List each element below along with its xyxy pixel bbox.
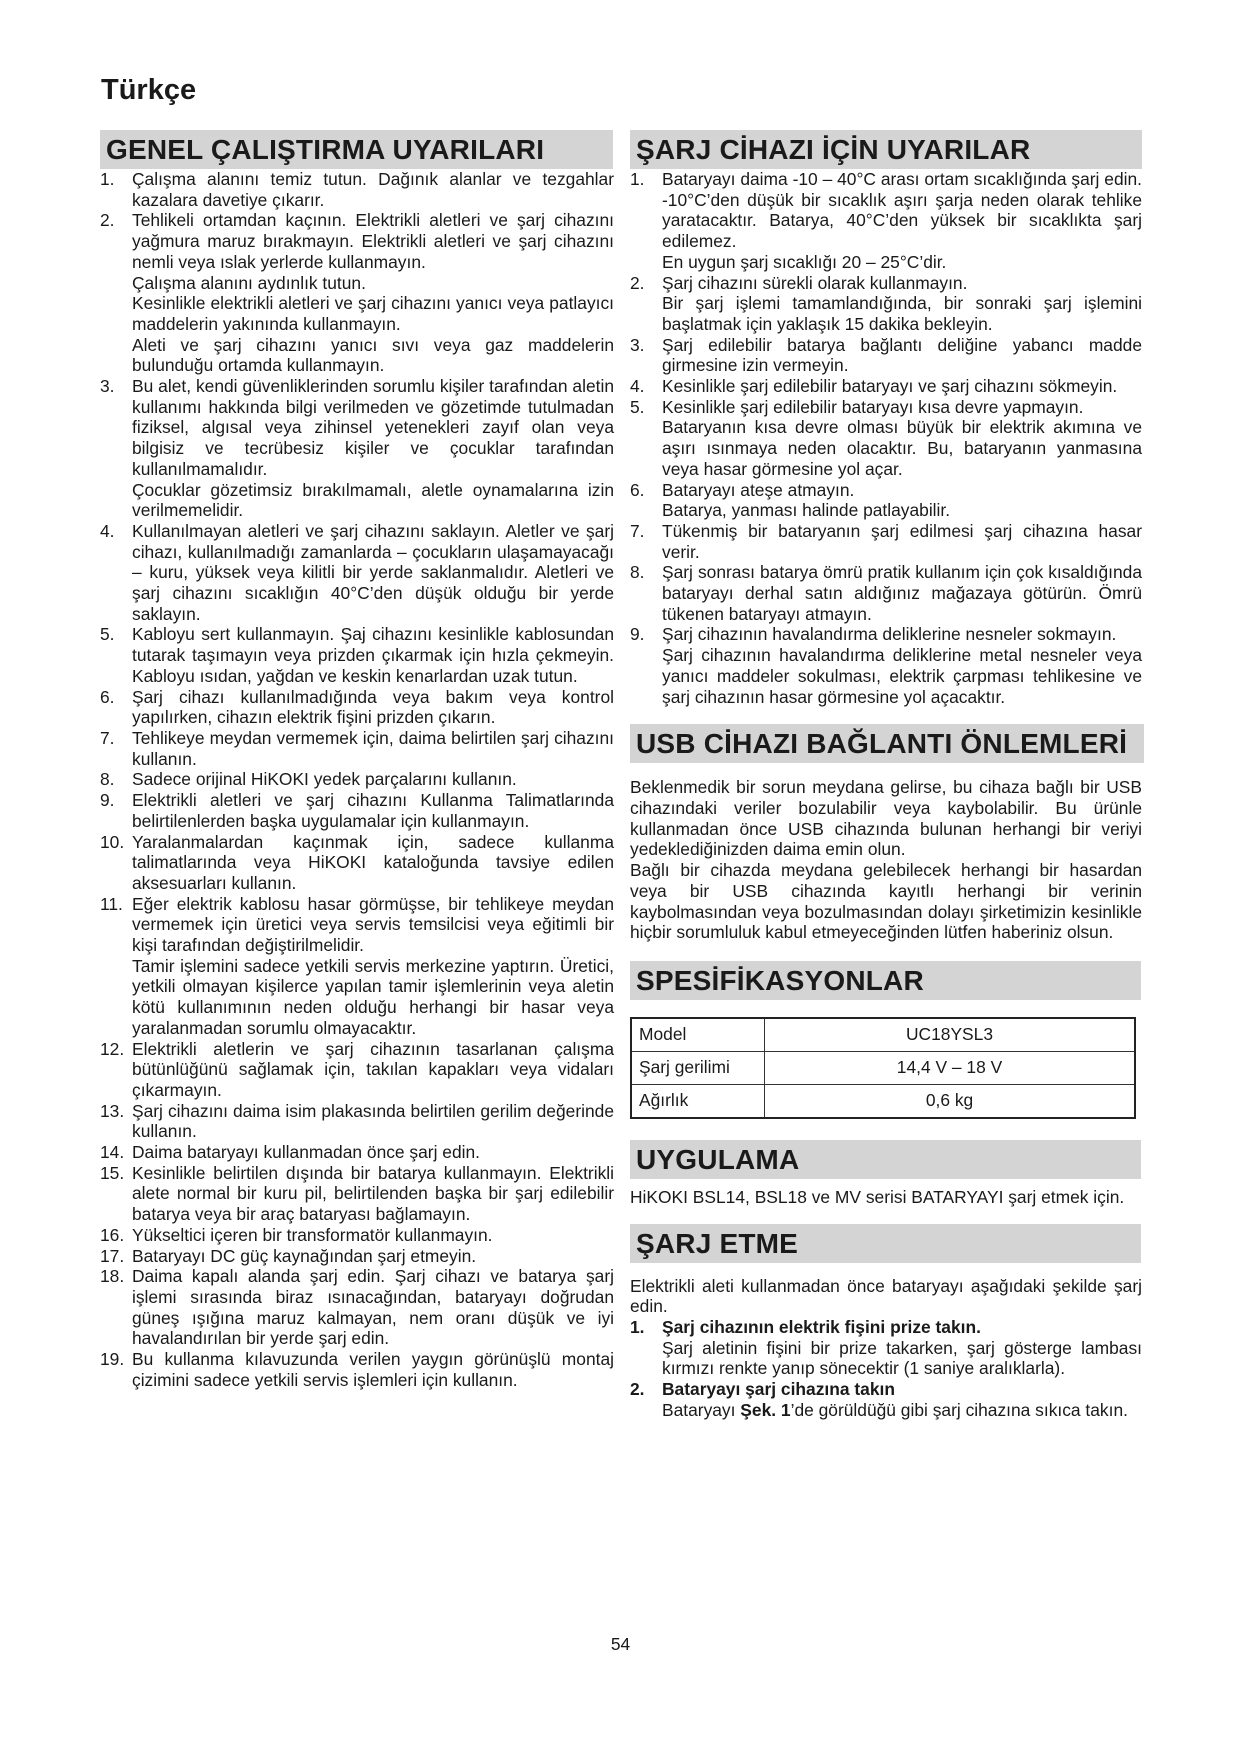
item-number: 12.	[100, 1038, 125, 1059]
item-number: 13.	[100, 1100, 125, 1121]
list-item	[100, 1142, 614, 1163]
list-item	[630, 169, 1142, 273]
item-number: 10.	[100, 831, 125, 852]
item-number: 17.	[100, 1245, 125, 1266]
item-text: Elektrikli aletlerin ve şarj cihazının tasarlanan çalışma bütünlüğünü sağlamak için, takılan kapakları veya vidaları çıkarmayın.	[132, 1038, 614, 1100]
item-number: 19.	[100, 1349, 125, 1370]
item-text: Şarj cihazını sürekli olarak kullanmayın.	[662, 272, 968, 293]
spec-label: Şarj gerilimi	[631, 1051, 765, 1084]
item-number: 2.	[100, 210, 115, 231]
step-text: Şarj aletinin fişini bir prize takarken, şarj gösterge lambası kırmızı renkte yanıp sönecektir (1 saniye aralıklarla).	[662, 1337, 1142, 1379]
item-text: Çalışma alanını temiz tutun. Dağınık alanlar ve tezgahlar kazalara davetiye çıkarır.	[132, 169, 614, 210]
step-text	[662, 1400, 1142, 1421]
item-number: 7.	[630, 520, 645, 541]
step-number: 2.	[630, 1379, 645, 1400]
item-number: 3.	[100, 376, 115, 397]
item-text: Bataryanın kısa devre olması büyük bir elektrik akımına ve aşırı ısınmaya neden olacaktır. Bu, bataryanın yanmasına veya hasar görmesine yol açar.	[662, 417, 1142, 479]
list-item	[100, 1349, 614, 1390]
item-text: Daima bataryayı kullanmadan önce şarj edin.	[132, 1142, 480, 1163]
item-text: Aleti ve şarj cihazını yanıcı sıvı veya gaz maddelerin bulunduğu ortamda kullanmayın.	[132, 334, 614, 376]
item-text: Kullanılmayan aletleri ve şarj cihazını saklayın. Aletler ve şarj cihazı, kullanılmadığı zamanlarda – çocukların ulaşamayacağı – kuru, yüksek veya kilitli bir yerde saklanmalıdır. Aletleri ve şarj cihazını sıcaklığın 40°C’den düşük olduğu bir yerde saklayın.	[132, 520, 614, 624]
item-text: Bir şarj işlemi tamamlandığında, bir sonraki şarj işlemini başlatmak için yaklaşık 15 dakika bekleyin.	[662, 293, 1142, 334]
item-text: Tehlikeli ortamdan kaçının. Elektrikli aletleri ve şarj cihazını yağmura maruz bırakmayın. Elektrikli aletleri ve şarj cihazını nemli veya ıslak yerlerde kullanmayın.	[132, 210, 614, 272]
item-text: Bu kullanma kılavuzunda verilen yaygın görünüşlü montaj çizimini sadece yetkili servis işlemleri için kullanın.	[132, 1349, 614, 1390]
step-heading: Bataryayı şarj cihazına takın	[662, 1379, 895, 1400]
step-number: 1.	[630, 1317, 645, 1338]
list-item	[100, 832, 614, 894]
list-item	[100, 1246, 614, 1267]
list-item	[630, 480, 1142, 521]
list-item	[100, 376, 614, 521]
item-number: 15.	[100, 1162, 125, 1183]
item-text: Eğer elektrik kablosu hasar görmüşse, bir tehlikeye meydan vermemek için üretici veya servis temsilcisi veya eğitimli bir kişi tarafından değiştirilmelidir.	[132, 893, 614, 956]
item-number: 11.	[100, 893, 123, 914]
item-text: Kesinlikle şarj edilebilir bataryayı kısa devre yapmayın.	[662, 396, 1084, 417]
item-number: 18.	[100, 1266, 125, 1287]
application-heading: UYGULAMA	[630, 1140, 1141, 1179]
list-item	[630, 521, 1142, 562]
charging-intro: Elektrikli aleti kullanmadan önce bataryayı aşağıdaki şekilde şarj edin.	[630, 1275, 1142, 1317]
item-text: Tamir işlemini sadece yetkili servis merkezine yaptırın. Üretici, yetkili olmayan kişilerce yapılan tamir işlemlerinin veya aletin kötü kullanımının neden olduğu herhangi bir hasar veya yaralanmadan sorumlu olmayacaktır.	[132, 955, 614, 1038]
table-row	[631, 1051, 1135, 1084]
item-text: Şarj cihazını daima isim plakasında belirtilen gerilim değerinde kullanın.	[132, 1100, 614, 1142]
list-item	[100, 1225, 614, 1246]
item-number: 8.	[630, 562, 645, 583]
list-item	[100, 728, 614, 769]
list-item	[100, 1101, 614, 1142]
item-text: Şarj edilebilir batarya bağlantı deliğine yabancı madde girmesine izin vermeyin.	[662, 334, 1142, 376]
item-number: 5.	[100, 624, 115, 645]
step-text-end: ’de görüldüğü gibi şarj cihazına sıkıca takın.	[790, 1399, 1128, 1420]
item-text: Bu alet, kendi güvenliklerinden sorumlu kişiler tarafından aletin kullanımı hakkında bilgi verilmeden ve gözetimde tutulmadan fiziksel, algısal veya zihinsel yetenekleri zayıf olan veya bilgisiz ve tecrübesiz kişiler ve çocuklar tarafından kullanılmamalıdır.	[132, 376, 614, 479]
item-number: 16.	[100, 1224, 125, 1245]
item-text: Şarj sonrası batarya ömrü pratik kullanım için çok kısaldığında bataryayı derhal satın aldığınız mağazaya götürün. Ömrü tükenen bataryayı atmayın.	[662, 562, 1142, 624]
list-item	[100, 1039, 614, 1101]
item-text: Kesinlikle şarj edilebilir bataryayı ve şarj cihazını sökmeyin.	[662, 376, 1118, 397]
step-heading: Şarj cihazının elektrik fişini prize takın.	[662, 1317, 981, 1338]
usb-precautions-text	[630, 777, 1142, 943]
item-text: Çocuklar gözetimsiz bırakılmamalı, aletle oynamalarına izin verilmemelidir.	[132, 479, 614, 521]
table-row	[631, 1018, 1135, 1052]
usb-paragraph: Bağlı bir cihazda meydana gelebilecek herhangi bir hasardan veya bir USB cihazında kayıtlı herhangi bir verinin kaybolmasından veya bozulmasından dolayı şirketimizin kesinlikle hiçbir sorumluluk kabul etmeyeceğinden lütfen haberiniz olsun.	[630, 860, 1142, 943]
item-number: 8.	[100, 769, 115, 790]
general-warnings-list	[100, 169, 614, 1390]
specifications-heading: SPESİFİKASYONLAR	[630, 961, 1141, 1000]
charger-warnings-heading: ŞARJ CİHAZI İÇİN UYARILAR	[630, 130, 1142, 169]
list-item	[630, 376, 1142, 397]
list-item	[100, 210, 614, 376]
spec-value: 14,4 V – 18 V	[765, 1051, 1136, 1084]
list-item	[630, 335, 1142, 376]
list-item	[100, 521, 614, 625]
page-number: 54	[610, 1634, 631, 1654]
item-number: 1.	[100, 169, 115, 189]
spec-value: 0,6 kg	[765, 1084, 1136, 1118]
item-number: 4.	[630, 376, 645, 397]
item-number: 2.	[630, 272, 645, 293]
item-number: 3.	[630, 334, 645, 355]
spec-value: UC18YSL3	[765, 1018, 1136, 1052]
spec-label: Ağırlık	[631, 1084, 765, 1118]
list-item	[100, 1163, 614, 1225]
list-item	[100, 769, 614, 790]
item-text: Batarya, yanması halinde patlayabilir.	[662, 500, 951, 521]
application-text: HiKOKI BSL14, BSL18 ve MV serisi BATARYAYI şarj etmek için.	[630, 1186, 1125, 1207]
language-heading: Türkçe	[101, 74, 197, 106]
charger-warnings-list	[630, 169, 1142, 707]
item-text: Şarj cihazının havalandırma deliklerine nesneler sokmayın.	[662, 624, 1117, 645]
list-item	[630, 624, 1142, 707]
item-number: 6.	[630, 479, 645, 500]
charging-heading: ŞARJ ETME	[630, 1224, 1141, 1263]
list-item	[630, 397, 1142, 480]
item-text: Daima kapalı alanda şarj edin. Şarj cihazı ve batarya şarj işlemi sırasında biraz ısınacağından, bataryayı doğrudan güneş ışığına maruz kalmayan, nem oranı düşük ve iyi havalandırılan bir yerde şarj edin.	[132, 1266, 614, 1349]
item-text: Çalışma alanını aydınlık tutun.	[132, 272, 366, 293]
list-item	[100, 894, 614, 1039]
item-text: Bataryayı daima -10 – 40°C arası ortam sıcaklığında şarj edin. -10°C’den düşük bir sıcaklık aşırı şarja neden olarak tehlike yaratacaktır. Batarya, 40°C’den yüksek bir sıcaklıkta şarj edilemez.	[662, 169, 1142, 252]
item-text: Şarj cihazı kullanılmadığında veya bakım veya kontrol yapılırken, cihazın elektrik fişini prizden çıkarın.	[132, 686, 614, 728]
item-text: Kesinlikle belirtilen dışında bir batarya kullanmayın. Elektrikli alete normal bir kuru pil, belirtilenden başka bir şarj edilebilir batarya veya bir araç bataryası bağlamayın.	[132, 1162, 614, 1225]
item-number: 6.	[100, 686, 115, 707]
list-item	[630, 562, 1142, 624]
item-number: 7.	[100, 727, 115, 748]
usb-precautions-heading: USB CİHAZI BAĞLANTI ÖNLEMLERİ	[630, 724, 1144, 763]
spec-label: Model	[631, 1018, 765, 1052]
list-item	[630, 1379, 1142, 1420]
usb-paragraph: Beklenmedik bir sorun meydana gelirse, bu cihaza bağlı bir USB cihazındaki veriler bozulabilir veya kaybolabilir. Bu ürünle kullanmadan önce USB cihazında bulunan herhangi bir veriyi yedeklediğinizden daima emin olun.	[630, 777, 1142, 860]
item-number: 5.	[630, 396, 645, 417]
right-column	[630, 130, 1142, 1421]
item-text: Bataryayı DC güç kaynağından şarj etmeyin.	[132, 1245, 477, 1266]
list-item	[630, 1317, 1142, 1379]
item-number: 9.	[630, 624, 645, 645]
item-text: Sadece orijinal HiKOKI yedek parçalarını kullanın.	[132, 769, 517, 790]
item-text: Yükseltici içeren bir transformatör kullanmayın.	[132, 1224, 493, 1245]
charging-steps	[630, 1317, 1142, 1421]
item-text: Elektrikli aletleri ve şarj cihazını Kullanma Talimatlarında belirtilenlerden başka uygulamalar için kullanmayın.	[132, 790, 614, 831]
figure-reference: Şek. 1	[740, 1399, 791, 1420]
item-text: Yaralanmalardan kaçınmak için, sadece kullanma talimatlarında veya HiKOKI kataloğunda tavsiye edilen aksesuarları kullanın.	[132, 831, 614, 893]
general-warnings-heading: GENEL ÇALIŞTIRMA UYARILARI	[100, 130, 613, 169]
item-number: 4.	[100, 520, 115, 541]
list-item	[100, 1266, 614, 1349]
item-number: 14.	[100, 1142, 125, 1163]
item-number: 1.	[630, 169, 645, 189]
list-item	[630, 273, 1142, 335]
item-text: Kesinlikle elektrikli aletleri ve şarj cihazını yanıcı veya patlayıcı maddelerin yakınında kullanmayın.	[132, 293, 614, 334]
specifications-table	[630, 1017, 1136, 1119]
table-row	[631, 1084, 1135, 1118]
item-text: En uygun şarj sıcaklığı 20 – 25°C’dir.	[662, 251, 947, 272]
list-item	[100, 687, 614, 728]
list-item	[100, 790, 614, 831]
item-text: Bataryayı ateşe atmayın.	[662, 479, 855, 500]
item-text: Kabloyu sert kullanmayın. Şaj cihazını kesinlikle kablosundan tutarak taşımayın veya prizden çıkarmak için hızla çekmeyin. Kabloyu ısıdan, yağdan ve keskin kenarlardan uzak tutun.	[132, 624, 614, 686]
step-text-start: Bataryayı	[662, 1399, 741, 1420]
list-item	[100, 624, 614, 686]
left-column	[100, 130, 614, 1390]
list-item	[100, 169, 614, 210]
item-number: 9.	[100, 790, 115, 811]
item-text: Tükenmiş bir bataryanın şarj edilmesi şarj cihazına hasar verir.	[662, 520, 1142, 562]
item-text: Tehlikeye meydan vermemek için, daima belirtilen şarj cihazını kullanın.	[132, 727, 614, 769]
item-text: Şarj cihazının havalandırma deliklerine metal nesneler veya yanıcı maddeler sokulması, elektrik çarpması tehlikesine ve şarj cihazının hasar görmesine yol açacaktır.	[662, 645, 1142, 707]
